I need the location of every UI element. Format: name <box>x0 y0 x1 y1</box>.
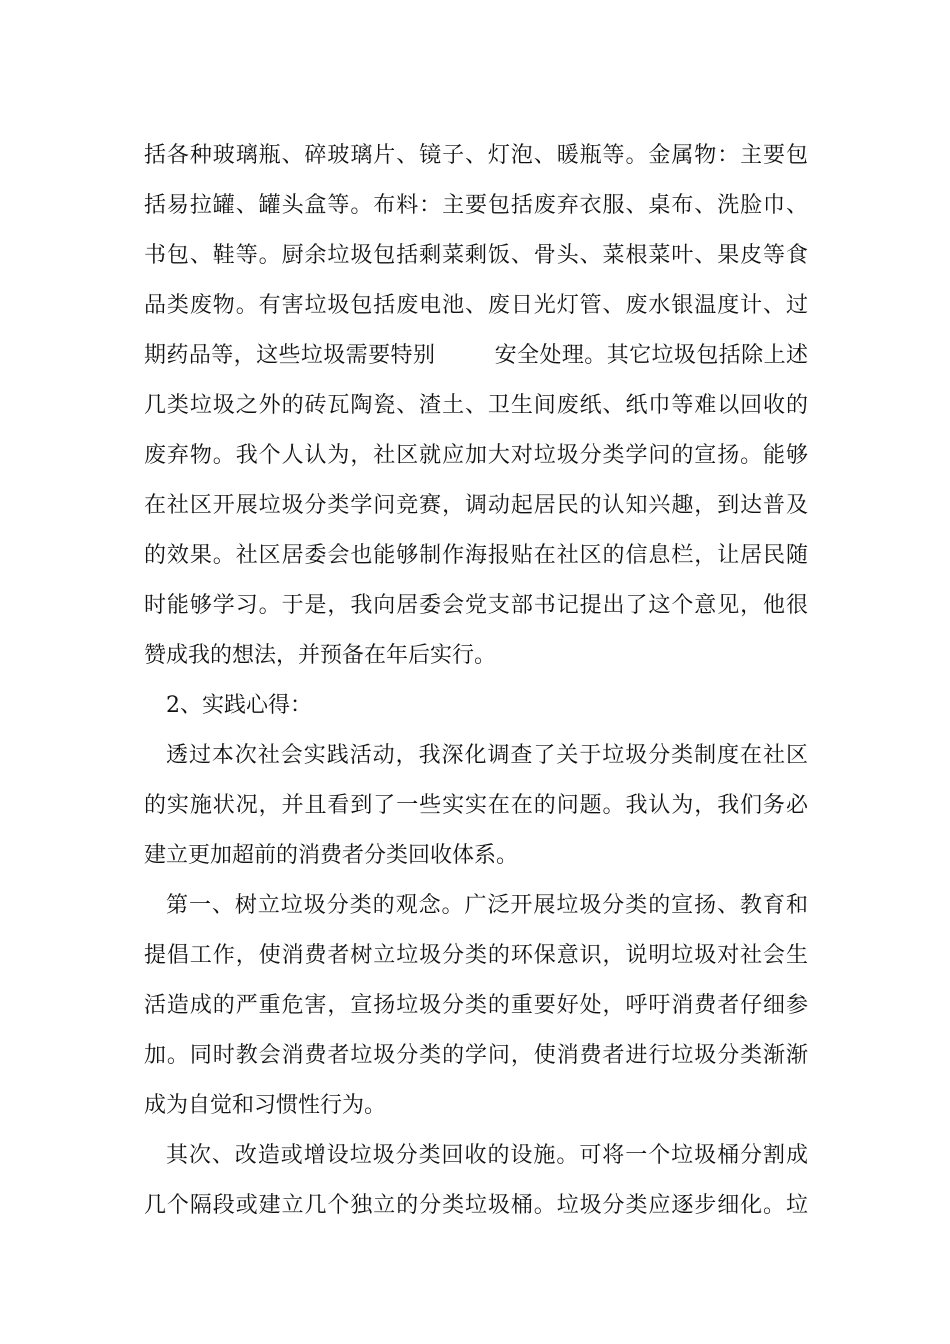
text-line: 赞成我的想法，并预备在年后实行。 <box>144 643 497 668</box>
text-line: 期药品等，这些垃圾需要特别 安全处理。其它垃圾包括除上述 <box>144 343 808 368</box>
text-line: 书包、鞋等。厨余垃圾包括剩菜剩饭、骨头、菜根菜叶、果皮等食 <box>144 243 808 268</box>
text-line: 括各种玻璃瓶、碎玻璃片、镜子、灯泡、暖瓶等。金属物：主要包 <box>144 143 808 168</box>
text-line: 建立更加超前的消费者分类回收体系。 <box>144 843 519 868</box>
text-line: 几类垃圾之外的砖瓦陶瓷、渣土、卫生间废纸、纸巾等难以回收的 <box>144 393 808 418</box>
text-line: 第一、树立垃圾分类的观念。广泛开展垃圾分类的宣扬、教育和 <box>166 893 808 918</box>
text-line: 几个隔段或建立几个独立的分类垃圾桶。垃圾分类应逐步细化。垃 <box>144 1193 808 1218</box>
text-line: 其次、改造或增设垃圾分类回收的设施。可将一个垃圾桶分割成 <box>166 1143 808 1168</box>
text-line: 的效果。社区居委会也能够制作海报贴在社区的信息栏，让居民随 <box>144 543 808 568</box>
text-line: 成为自觉和习惯性行为。 <box>144 1093 387 1118</box>
text-line: 透过本次社会实践活动，我深化调查了关于垃圾分类制度在社区 <box>166 743 808 768</box>
text-line: 括易拉罐、罐头盒等。布料：主要包括废弃衣服、桌布、洗脸巾、 <box>144 193 808 218</box>
text-line: 品类废物。有害垃圾包括废电池、废日光灯管、废水银温度计、过 <box>144 293 808 318</box>
text-line: 活造成的严重危害，宣扬垃圾分类的重要好处，呼吁消费者仔细参 <box>144 993 808 1018</box>
text-line: 在社区开展垃圾分类学问竞赛，调动起居民的认知兴趣，到达普及 <box>144 493 808 518</box>
section-heading: 2、实践心得： <box>166 693 312 718</box>
text-line: 时能够学习。于是，我向居委会党支部书记提出了这个意见，他很 <box>144 593 808 618</box>
text-line: 废弃物。我个人认为，社区就应加大对垃圾分类学问的宣扬。能够 <box>144 443 808 468</box>
document-body <box>144 131 808 1231</box>
text-line: 的实施状况，并且看到了一些实实在在的问题。我认为，我们务必 <box>144 793 808 818</box>
text-line: 提倡工作，使消费者树立垃圾分类的环保意识，说明垃圾对社会生 <box>144 943 808 968</box>
text-line: 加。同时教会消费者垃圾分类的学问，使消费者进行垃圾分类渐渐 <box>144 1043 808 1068</box>
